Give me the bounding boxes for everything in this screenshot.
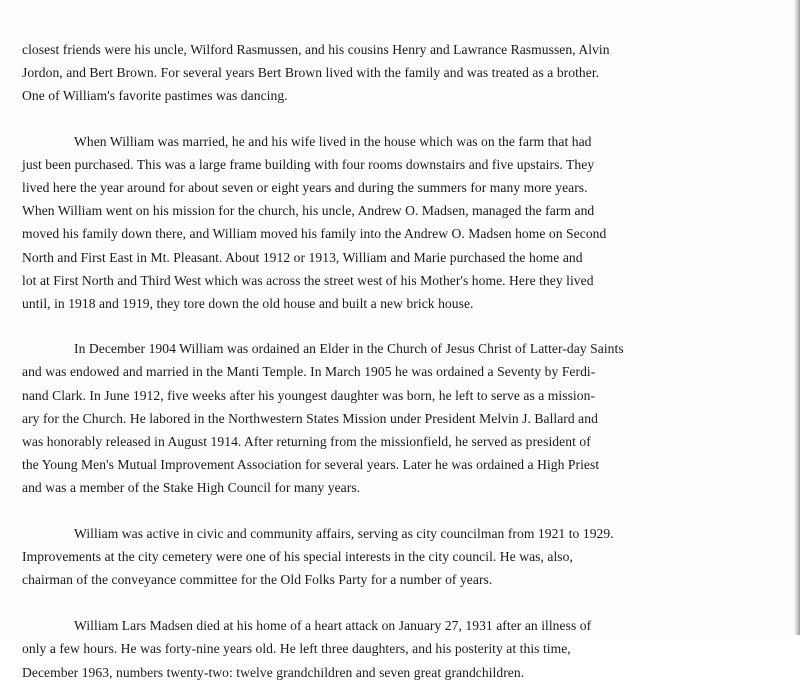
text-line: just been purchased. This was a large frame building with four rooms downstairs and five upstairs. They <box>22 156 595 172</box>
paragraph-civic-affairs <box>22 522 777 592</box>
paragraph-friends <box>22 38 777 108</box>
text-line: only a few hours. He was forty-nine years old. He left three daughters, and his posterity at this time, <box>22 641 571 657</box>
text-line: and was endowed and married in the Manti Temple. In March 1905 he was ordained a Seventy by Ferdi- <box>22 364 596 380</box>
text-line: lot at First North and Third West which was across the street west of his Mother's home. Here they lived <box>22 272 594 288</box>
text-line: Jordon, and Bert Brown. For several years Bert Brown lived with the family and was treated as a brother. <box>22 65 600 81</box>
paragraph-marriage-home <box>22 130 777 316</box>
text-line: ary for the Church. He labored in the Northwestern States Mission under President Melvin J. Ballard and <box>22 410 598 426</box>
text-line: In December 1904 William was ordained an Elder in the Church of Jesus Christ of Latter-day Saints <box>74 341 624 357</box>
paragraph-church-service <box>22 337 777 499</box>
paragraph-death <box>22 614 777 684</box>
text-line: William Lars Madsen died at his home of a heart attack on January 27, 1931 after an illness of <box>74 618 592 634</box>
text-line: William was active in civic and community affairs, serving as city councilman from 1921 to 1929. <box>74 525 614 541</box>
text-line: the Young Men's Mutual Improvement Association for several years. Later he was ordained a High Priest <box>22 457 600 473</box>
text-line: moved his family down there, and William moved his family into the Andrew O. Madsen home on Second <box>22 226 607 242</box>
text-line: nand Clark. In June 1912, five weeks after his youngest daughter was born, he left to serve as a mission- <box>22 387 596 403</box>
text-line: When William was married, he and his wife lived in the house which was on the farm that had <box>74 133 592 149</box>
text-line: Improvements at the city cemetery were one of his special interests in the city council. He was, also, <box>22 548 573 564</box>
text-line: lived here the year around for about seven or eight years and during the summers for many more years. <box>22 180 588 196</box>
document-body <box>22 38 777 684</box>
text-line: December 1963, numbers twenty-two: twelve grandchildren and seven great grandchildren. <box>22 664 525 680</box>
text-line: was honorably released in August 1914. After returning from the missionfield, he served as president of <box>22 434 591 450</box>
page-edge-shadow <box>794 0 800 635</box>
text-line: until, in 1918 and 1919, they tore down the old house and built a new brick house. <box>22 296 474 312</box>
text-line: and was a member of the Stake High Council for many years. <box>22 480 361 496</box>
text-line: One of William's favorite pastimes was dancing. <box>22 88 288 104</box>
text-line: North and First East in Mt. Pleasant. About 1912 or 1913, William and Marie purchased the home and <box>22 249 583 265</box>
text-line: closest friends were his uncle, Wilford Rasmussen, and his cousins Henry and Lawrance Rasmussen, Alvin <box>22 42 610 57</box>
text-line: chairman of the conveyance committee for the Old Folks Party for a number of years. <box>22 572 493 588</box>
text-line: When William went on his mission for the church, his uncle, Andrew O. Madsen, managed the farm and <box>22 203 595 219</box>
